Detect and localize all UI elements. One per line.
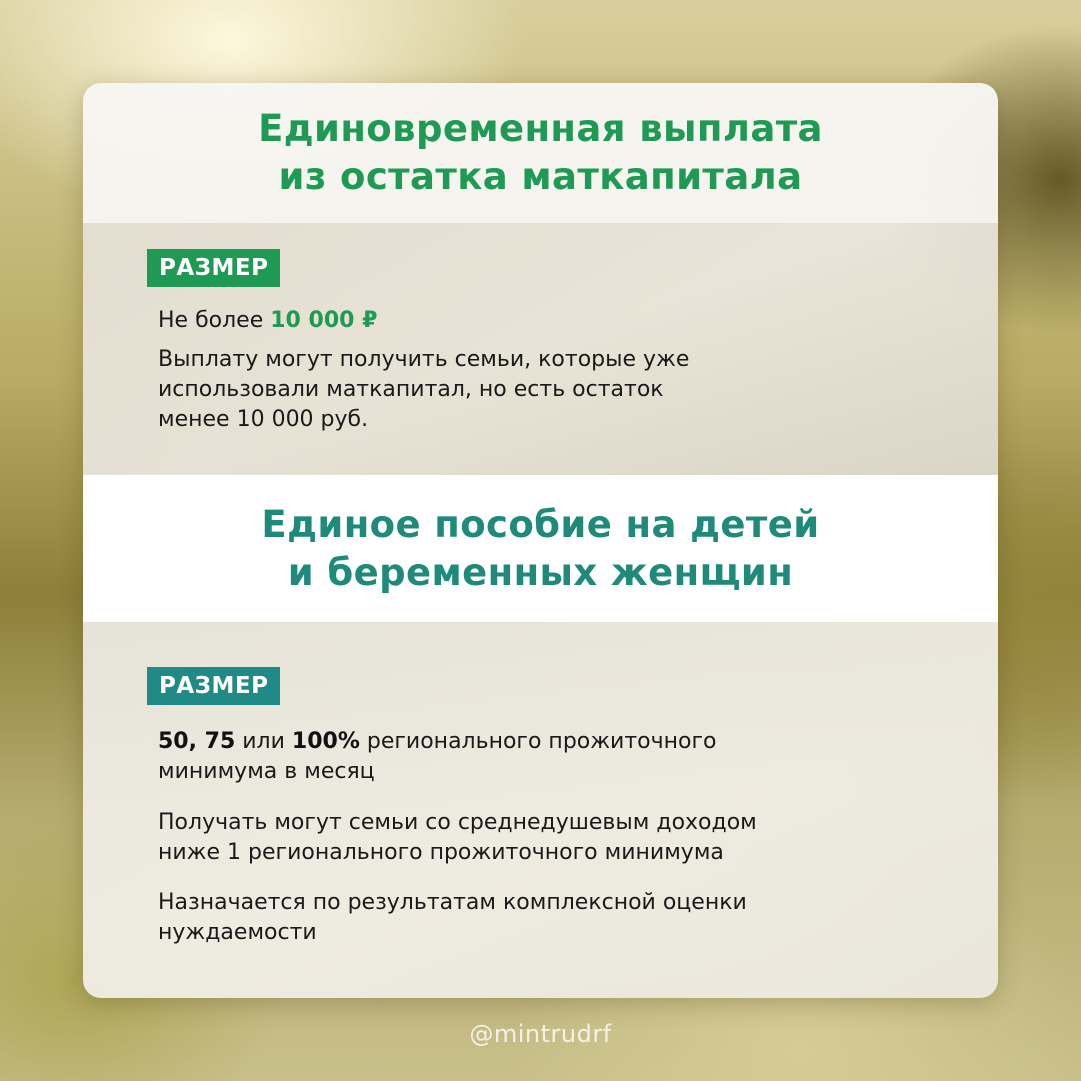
amount-rest: регионального прожиточного — [359, 729, 717, 754]
section-title-unified-allowance — [83, 475, 998, 622]
allowance-note — [158, 888, 918, 948]
lump-sum-details — [83, 223, 998, 475]
lump-sum-title — [258, 105, 823, 201]
size-badge: РАЗМЕР — [147, 667, 280, 705]
allowance-amount — [158, 727, 878, 787]
info-card — [83, 83, 998, 998]
amount-connector: или — [235, 729, 292, 754]
condition-line: Получать могут семьи со среднедушевым доходом — [158, 810, 757, 835]
amount-value: 10 000 ₽ — [270, 308, 378, 333]
amount-line2: минимума в месяц — [158, 759, 375, 784]
unified-allowance-title-line2: и беременных женщин — [287, 550, 794, 594]
lump-sum-description — [158, 345, 878, 435]
lump-sum-title-line2: из остатка маткапитала — [278, 155, 803, 198]
note-line: Назначается по результатам комплексной оценки — [158, 890, 747, 915]
note-line: нуждаемости — [158, 920, 317, 945]
unified-allowance-title — [261, 501, 819, 597]
description-line: использовали маткапитал, но есть остаток — [158, 377, 664, 402]
social-handle: @mintrudrf — [469, 1020, 612, 1048]
condition-line: ниже 1 регионального прожиточного минимума — [158, 840, 724, 865]
unified-allowance-title-line1: Единое пособие на детей — [261, 502, 820, 546]
amount-bold-values: 50, 75 — [158, 729, 236, 754]
allowance-condition — [158, 808, 918, 868]
amount-prefix: Не более — [158, 308, 271, 333]
section-title-lump-sum — [83, 83, 998, 223]
amount-bold-percent: 100% — [291, 729, 360, 754]
description-line: Выплату могут получить семьи, которые уже — [158, 347, 690, 372]
lump-sum-amount — [158, 306, 878, 336]
size-badge: РАЗМЕР — [147, 249, 280, 287]
unified-allowance-details — [83, 622, 998, 998]
description-line: менее 10 000 руб. — [158, 407, 369, 432]
lump-sum-title-line1: Единовременная выплата — [258, 107, 823, 150]
